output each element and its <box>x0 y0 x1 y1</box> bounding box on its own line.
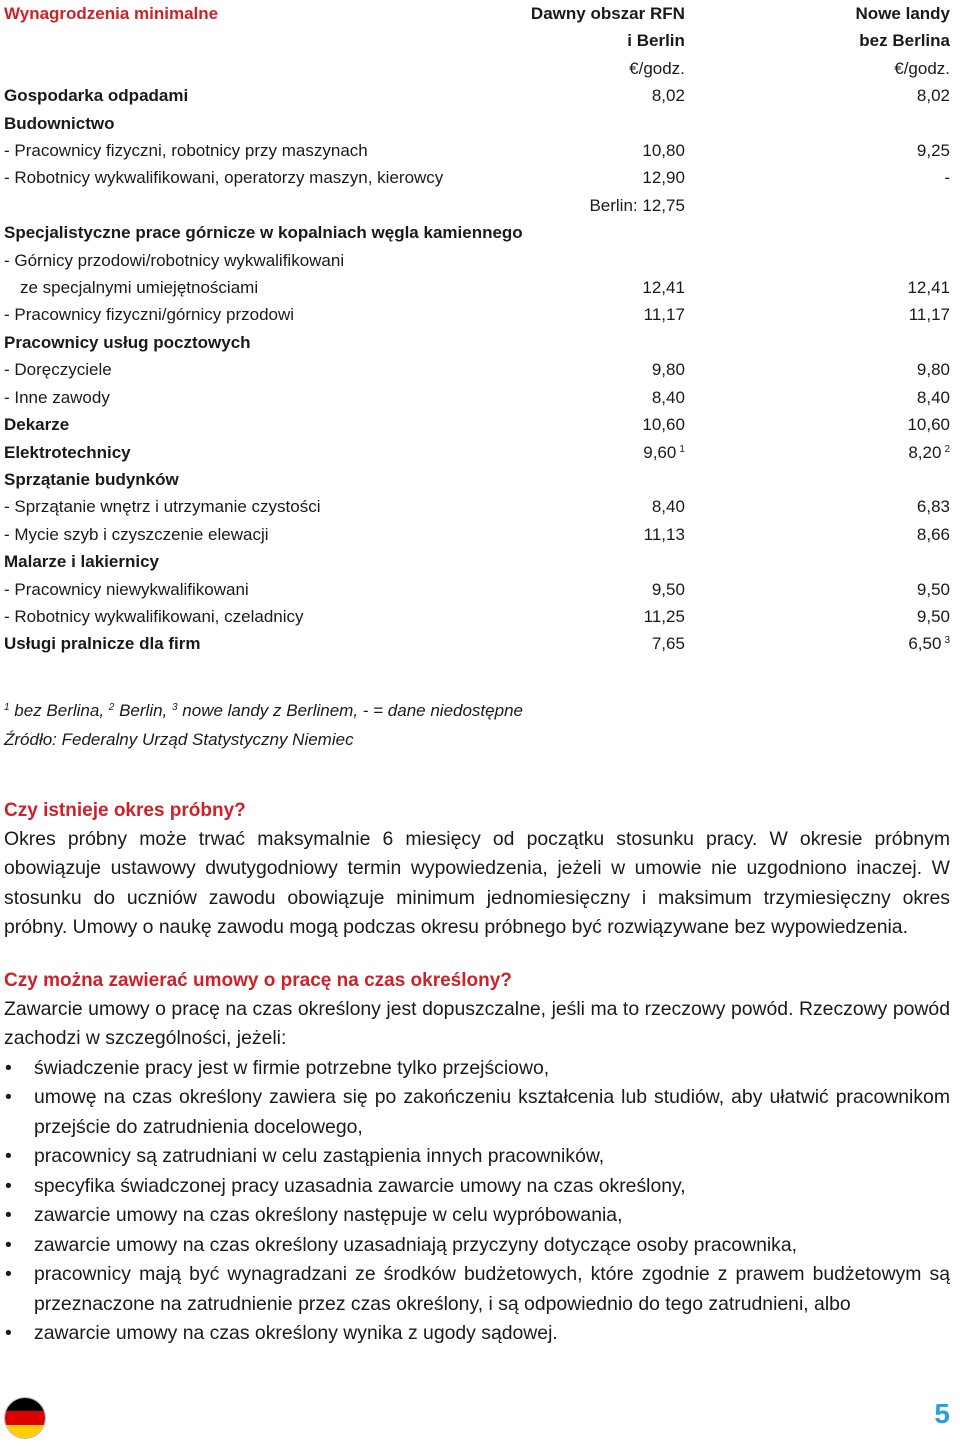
list-item: • zawarcie umowy na czas określony następuje w celu wypróbowania, <box>4 1201 950 1231</box>
list-item: • pracownicy mają być wynagradzani ze środków budżetowych, które zgodnie z prawem budżetowym są przeznaczone na zatrudnienie przez czas określony, i są odpowiednio do tego zatrudnieni, albo <box>4 1260 950 1319</box>
row-label: Dekarze <box>4 415 70 435</box>
table-row <box>4 384 950 411</box>
col-head-west-line1: Dawny obszar RFN <box>530 4 685 23</box>
col-head-west-line2: i Berlin <box>627 31 685 51</box>
table-row <box>4 219 950 246</box>
table-row <box>4 466 950 493</box>
row-label: Pracownicy usług pocztowych <box>4 332 251 352</box>
footnote-marker: 2 <box>944 443 950 455</box>
table-row <box>4 630 950 657</box>
row-value-west: 9,60 <box>643 442 677 462</box>
row-label: - Robotnicy wykwalifikowani, czeladnicy <box>4 606 304 626</box>
table-header-row <box>4 27 950 54</box>
footnote-text: nowe landy z Berlinem, - = dane niedostępne <box>177 700 523 720</box>
row-value-west: Berlin: 12,75 <box>589 195 685 215</box>
footnote-marker: 1 <box>4 701 10 713</box>
list-item: • zawarcie umowy na czas określony wynika z ugody sądowej. <box>4 1319 950 1349</box>
fixed-term-reasons-list <box>4 1054 950 1349</box>
row-label: Malarze i lakiernicy <box>4 552 159 572</box>
table-title: Wynagrodzenia minimalne <box>4 4 219 23</box>
german-flag-icon <box>4 1397 46 1439</box>
row-label: ze specjalnymi umiejętnościami <box>20 278 259 298</box>
page-number: 5 <box>934 1398 950 1429</box>
table-row <box>4 356 950 383</box>
list-item: • świadczenie pracy jest w firmie potrzebne tylko przejściowo, <box>4 1054 950 1084</box>
row-value-west: 8,40 <box>651 497 685 517</box>
row-value-west-cell <box>523 439 685 466</box>
row-label: - Inne zawody <box>4 387 110 407</box>
row-label: Gospodarka odpadami <box>4 86 189 106</box>
row-value-east-cell <box>685 439 950 466</box>
row-value-west: 7,65 <box>651 634 685 654</box>
row-value-west: 8,40 <box>651 387 685 407</box>
row-value-east: 6,83 <box>916 497 950 517</box>
table-row <box>4 301 950 328</box>
row-value-east: 8,02 <box>916 86 950 106</box>
col-head-east-unit: €/godz. <box>894 58 950 78</box>
row-label: - Pracownicy niewykwalifikowani <box>4 579 249 599</box>
fixed-term-heading: Czy można zawierać umowy o pracę na czas określony? <box>4 969 512 991</box>
col-head-east-line1: Nowe landy <box>855 4 950 23</box>
list-item: • umowę na czas określony zawiera się po zakończeniu kształcenia lub studiów, aby ułatwić pracownikom przejście do zatrudnienia docelowego, <box>4 1083 950 1142</box>
row-value-east: 9,80 <box>916 360 950 380</box>
table-row <box>4 329 950 356</box>
probation-text: Okres próbny może trwać maksymalnie 6 miesięcy od początku stosunku pracy. W okresie próbnym obowiązuje ustawowy dwutygodniowy termin wypowiedzenia, jeżeli w umowie nie uzgodniono inaczej. W stosunku do uczniów zawodu obowiązuje minimum jednomiesięczny i maksimum trzymiesięczny okres próbny. Umowy o naukę zawodu mogą podczas okresu próbnego być rozwiązywane bez wypowiedzenia. <box>4 827 950 939</box>
row-label: Specjalistyczne prace górnicze w kopalniach węgla kamiennego <box>4 223 523 243</box>
row-label: - Doręczyciele <box>4 360 112 380</box>
footnote-marker: 3 <box>944 635 950 647</box>
table-row <box>4 192 950 219</box>
footnote-text: bez Berlina, <box>9 700 109 720</box>
col-head-east-line2: bez Berlina <box>859 31 950 51</box>
footnote-text: Berlin, <box>114 700 172 720</box>
row-value-east: 12,41 <box>907 278 950 298</box>
probation-heading: Czy istnieje okres próbny? <box>4 799 246 821</box>
row-value-east: 11,17 <box>908 305 950 325</box>
row-value-west: 8,02 <box>651 86 685 106</box>
table-row <box>4 164 950 191</box>
flag-stripe-black <box>5 1398 45 1411</box>
row-label: Sprzątanie budynków <box>4 469 179 489</box>
col-head-west-unit: €/godz. <box>629 58 685 78</box>
row-value-east: 9,25 <box>916 141 950 161</box>
table-row <box>4 274 950 301</box>
row-label: - Pracownicy fizyczni, robotnicy przy maszynach <box>4 141 368 161</box>
row-value-west: 10,60 <box>642 415 685 435</box>
row-value-west: 12,90 <box>642 168 685 188</box>
row-value-west: 11,17 <box>643 305 685 325</box>
footnote-marker: 2 <box>108 701 115 713</box>
source-note: Źródło: Federalny Urząd Statystyczny Niemiec <box>4 729 354 749</box>
row-value-west: 10,80 <box>642 141 685 161</box>
row-value-east: 10,60 <box>907 415 950 435</box>
row-value-west: 9,50 <box>651 579 685 599</box>
row-value-east: 8,40 <box>916 387 950 407</box>
row-value-west: 12,41 <box>642 278 685 298</box>
row-value-west: 9,80 <box>651 360 685 380</box>
table-row <box>4 493 950 520</box>
row-label: - Mycie szyb i czyszczenie elewacji <box>4 524 269 544</box>
table-row <box>4 603 950 630</box>
footnote-marker: 3 <box>172 701 178 713</box>
table-row <box>4 82 950 109</box>
table-row <box>4 521 950 548</box>
table-row <box>4 137 950 164</box>
page <box>4 0 950 1349</box>
minimum-wages-table <box>4 0 950 658</box>
table-header-row <box>4 0 950 27</box>
footnote-legend <box>4 696 950 725</box>
footnote-marker: 1 <box>679 443 685 455</box>
row-value-east: 8,66 <box>916 524 950 544</box>
table-header-row <box>4 55 950 82</box>
row-label: - Robotnicy wykwalifikowani, operatorzy maszyn, kierowcy <box>4 168 444 188</box>
fixed-term-text: Zawarcie umowy o pracę na czas określony jest dopuszczalne, jeśli ma to rzeczowy powód. Rzeczowy powód zachodzi w szczególności, jeżeli: <box>4 997 950 1050</box>
row-label: - Górnicy przodowi/robotnicy wykwalifikowani <box>4 250 345 270</box>
row-label: - Pracownicy fizyczni/górnicy przodowi <box>4 305 295 325</box>
table-row <box>4 576 950 603</box>
list-item: • zawarcie umowy na czas określony uzasadniają przyczyny dotyczące osoby pracownika, <box>4 1231 950 1261</box>
table-notes <box>4 696 950 754</box>
flag-stripe-gold <box>5 1425 45 1438</box>
row-value-east: 9,50 <box>916 579 950 599</box>
table-row <box>4 110 950 137</box>
row-label: Budownictwo <box>4 113 115 133</box>
row-value-east: - <box>944 168 950 188</box>
row-value-east-cell <box>685 630 950 657</box>
table-row <box>4 439 950 466</box>
row-label: Usługi pralnicze dla firm <box>4 634 201 654</box>
flag-stripe-red <box>5 1411 45 1424</box>
row-value-east: 8,20 <box>908 442 942 462</box>
row-label: - Sprzątanie wnętrz i utrzymanie czystości <box>4 497 321 517</box>
list-item: • pracownicy są zatrudniani w celu zastąpienia innych pracowników, <box>4 1142 950 1172</box>
list-item: • specyfika świadczonej pracy uzasadnia zawarcie umowy na czas określony, <box>4 1172 950 1202</box>
table-row <box>4 548 950 575</box>
table-row <box>4 411 950 438</box>
row-value-west: 11,13 <box>643 524 685 544</box>
row-value-west: 11,25 <box>643 606 685 626</box>
row-label: Elektrotechnicy <box>4 442 131 462</box>
table-row <box>4 247 950 274</box>
row-value-east: 6,50 <box>908 634 942 654</box>
row-value-east: 9,50 <box>916 606 950 626</box>
